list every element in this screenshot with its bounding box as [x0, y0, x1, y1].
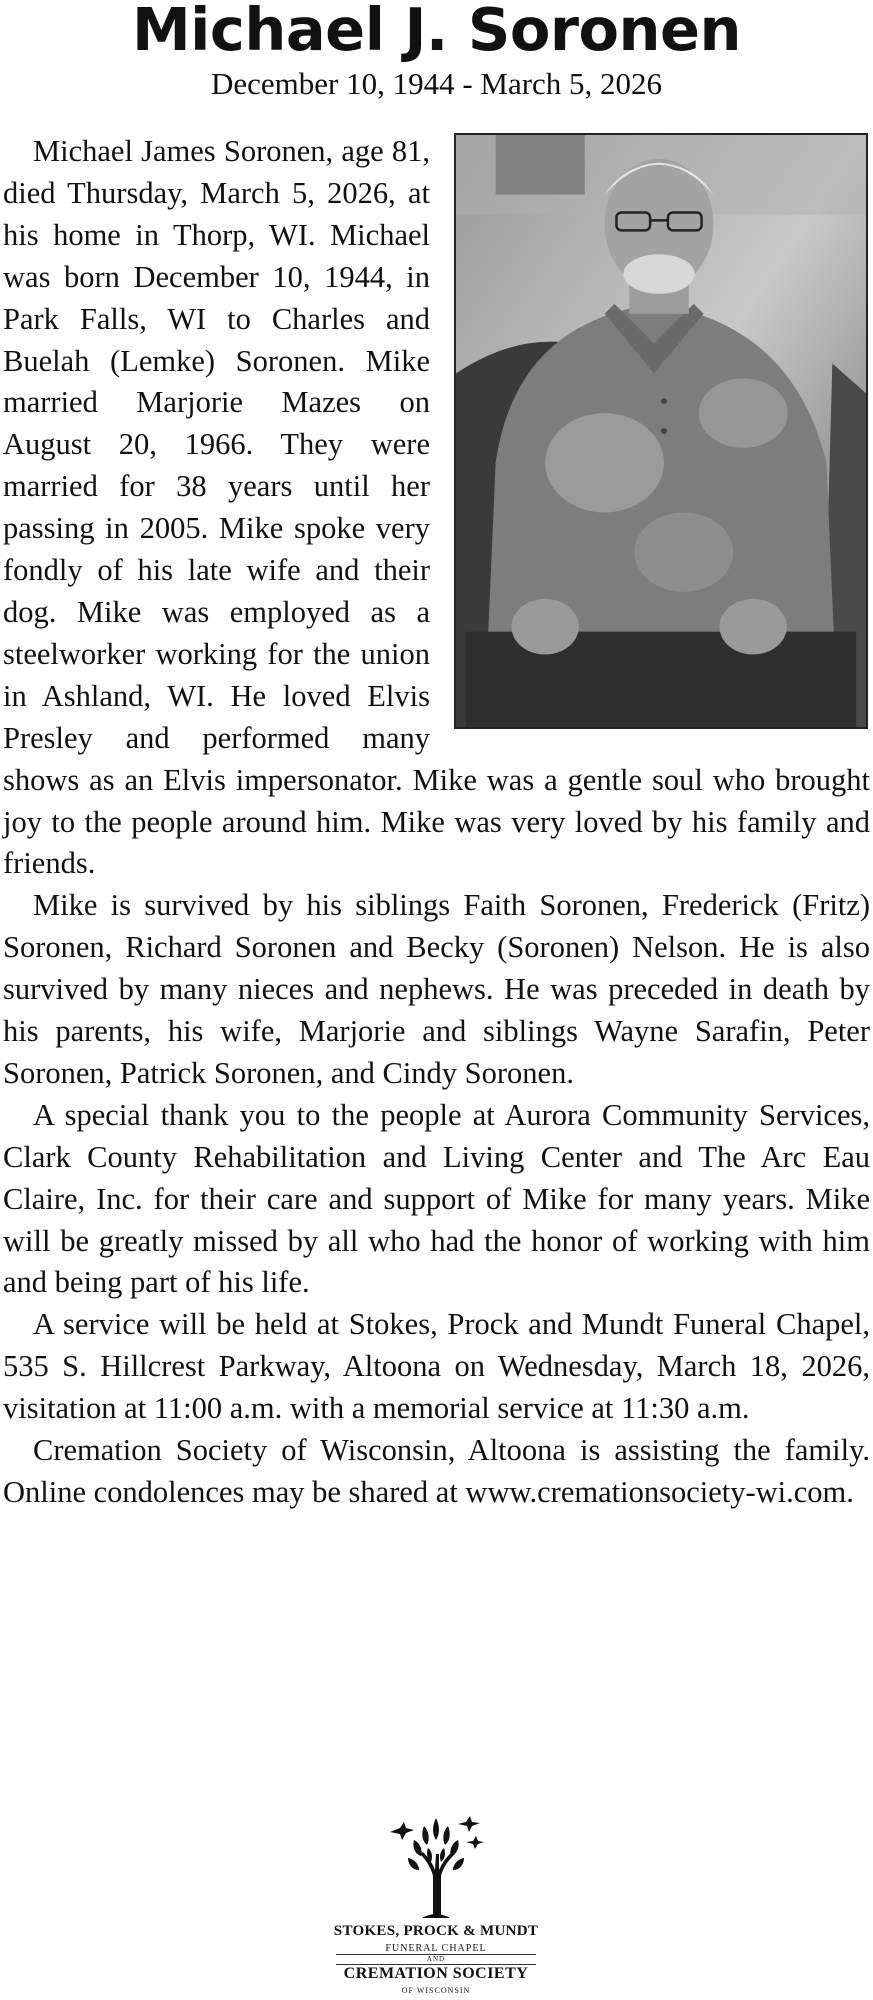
tree-with-birds-icon [386, 1814, 486, 1922]
logo-line-cremation-society: CREMATION SOCIETY [343, 1965, 529, 1982]
paragraph-thanks: A special thank you to the people at Aurora Community Services, Clark County Rehabilitation and Living Center and The Arc Eau Claire, Inc. for their care and support of Mike for many years. Mike will be greatly missed by all who had the honor of working with him and being part of his life. [3, 1097, 870, 1300]
obituary-body [3, 131, 870, 1514]
logo-line-and: AND [426, 1955, 446, 1963]
portrait-photo [454, 133, 868, 729]
logo-line-funeral-home: STOKES, PROCK & MUNDT [333, 1923, 539, 1939]
funeral-home-logo [316, 1814, 556, 2000]
logo-line-wisconsin: OF WISCONSIN [401, 1986, 471, 1995]
paragraph-service: A service will be held at Stokes, Prock and Mundt Funeral Chapel, 535 S. Hillcrest Parkway, Altoona on Wednesday, March 18, 2026, visitation at 11:00 a.m. with a memorial service at 11:30 a.m. [3, 1307, 870, 1426]
logo-line-chapel: FUNERAL CHAPEL [385, 1943, 487, 1954]
paragraph-biography: Michael James Soronen, age 81, died Thursday, March 5, 2026, at his home in Thorp, WI. Michael was born December 10, 1944, in Park Falls, WI to Charles and Buelah (Lemke) Soronen. Mike married Marjorie Mazes on August 20, 1966. They were married for 38 years until her passing in 2005. Mike spoke very fondly of his late wife and their dog. Mike was employed as a steelworker working for the union in Ashland, WI. He loved Elvis Presley and performed many shows as an Elvis impersonator. Mike was a gentle soul who brought joy to the people around him. Mike was very loved by his family and friends. [3, 134, 870, 881]
obituary-name: Michael J. Soronen [131, 0, 742, 64]
paragraph-survivors: Mike is survived by his siblings Faith Soronen, Frederick (Fritz) Soronen, Richard Soronen and Becky (Soronen) Nelson. He is also survived by many nieces and nephews. He was preceded in death by his parents, his wife, Marjorie and siblings Wayne Sarafin, Peter Soronen, Patrick Soronen, and Cindy Soronen. [3, 888, 870, 1090]
life-dates: December 10, 1944 - March 5, 2026 [210, 66, 663, 101]
paragraph-condolences: Cremation Society of Wisconsin, Altoona is assisting the family. Online condolences may be shared at www.cremationsociety-wi.com. [3, 1433, 870, 1509]
